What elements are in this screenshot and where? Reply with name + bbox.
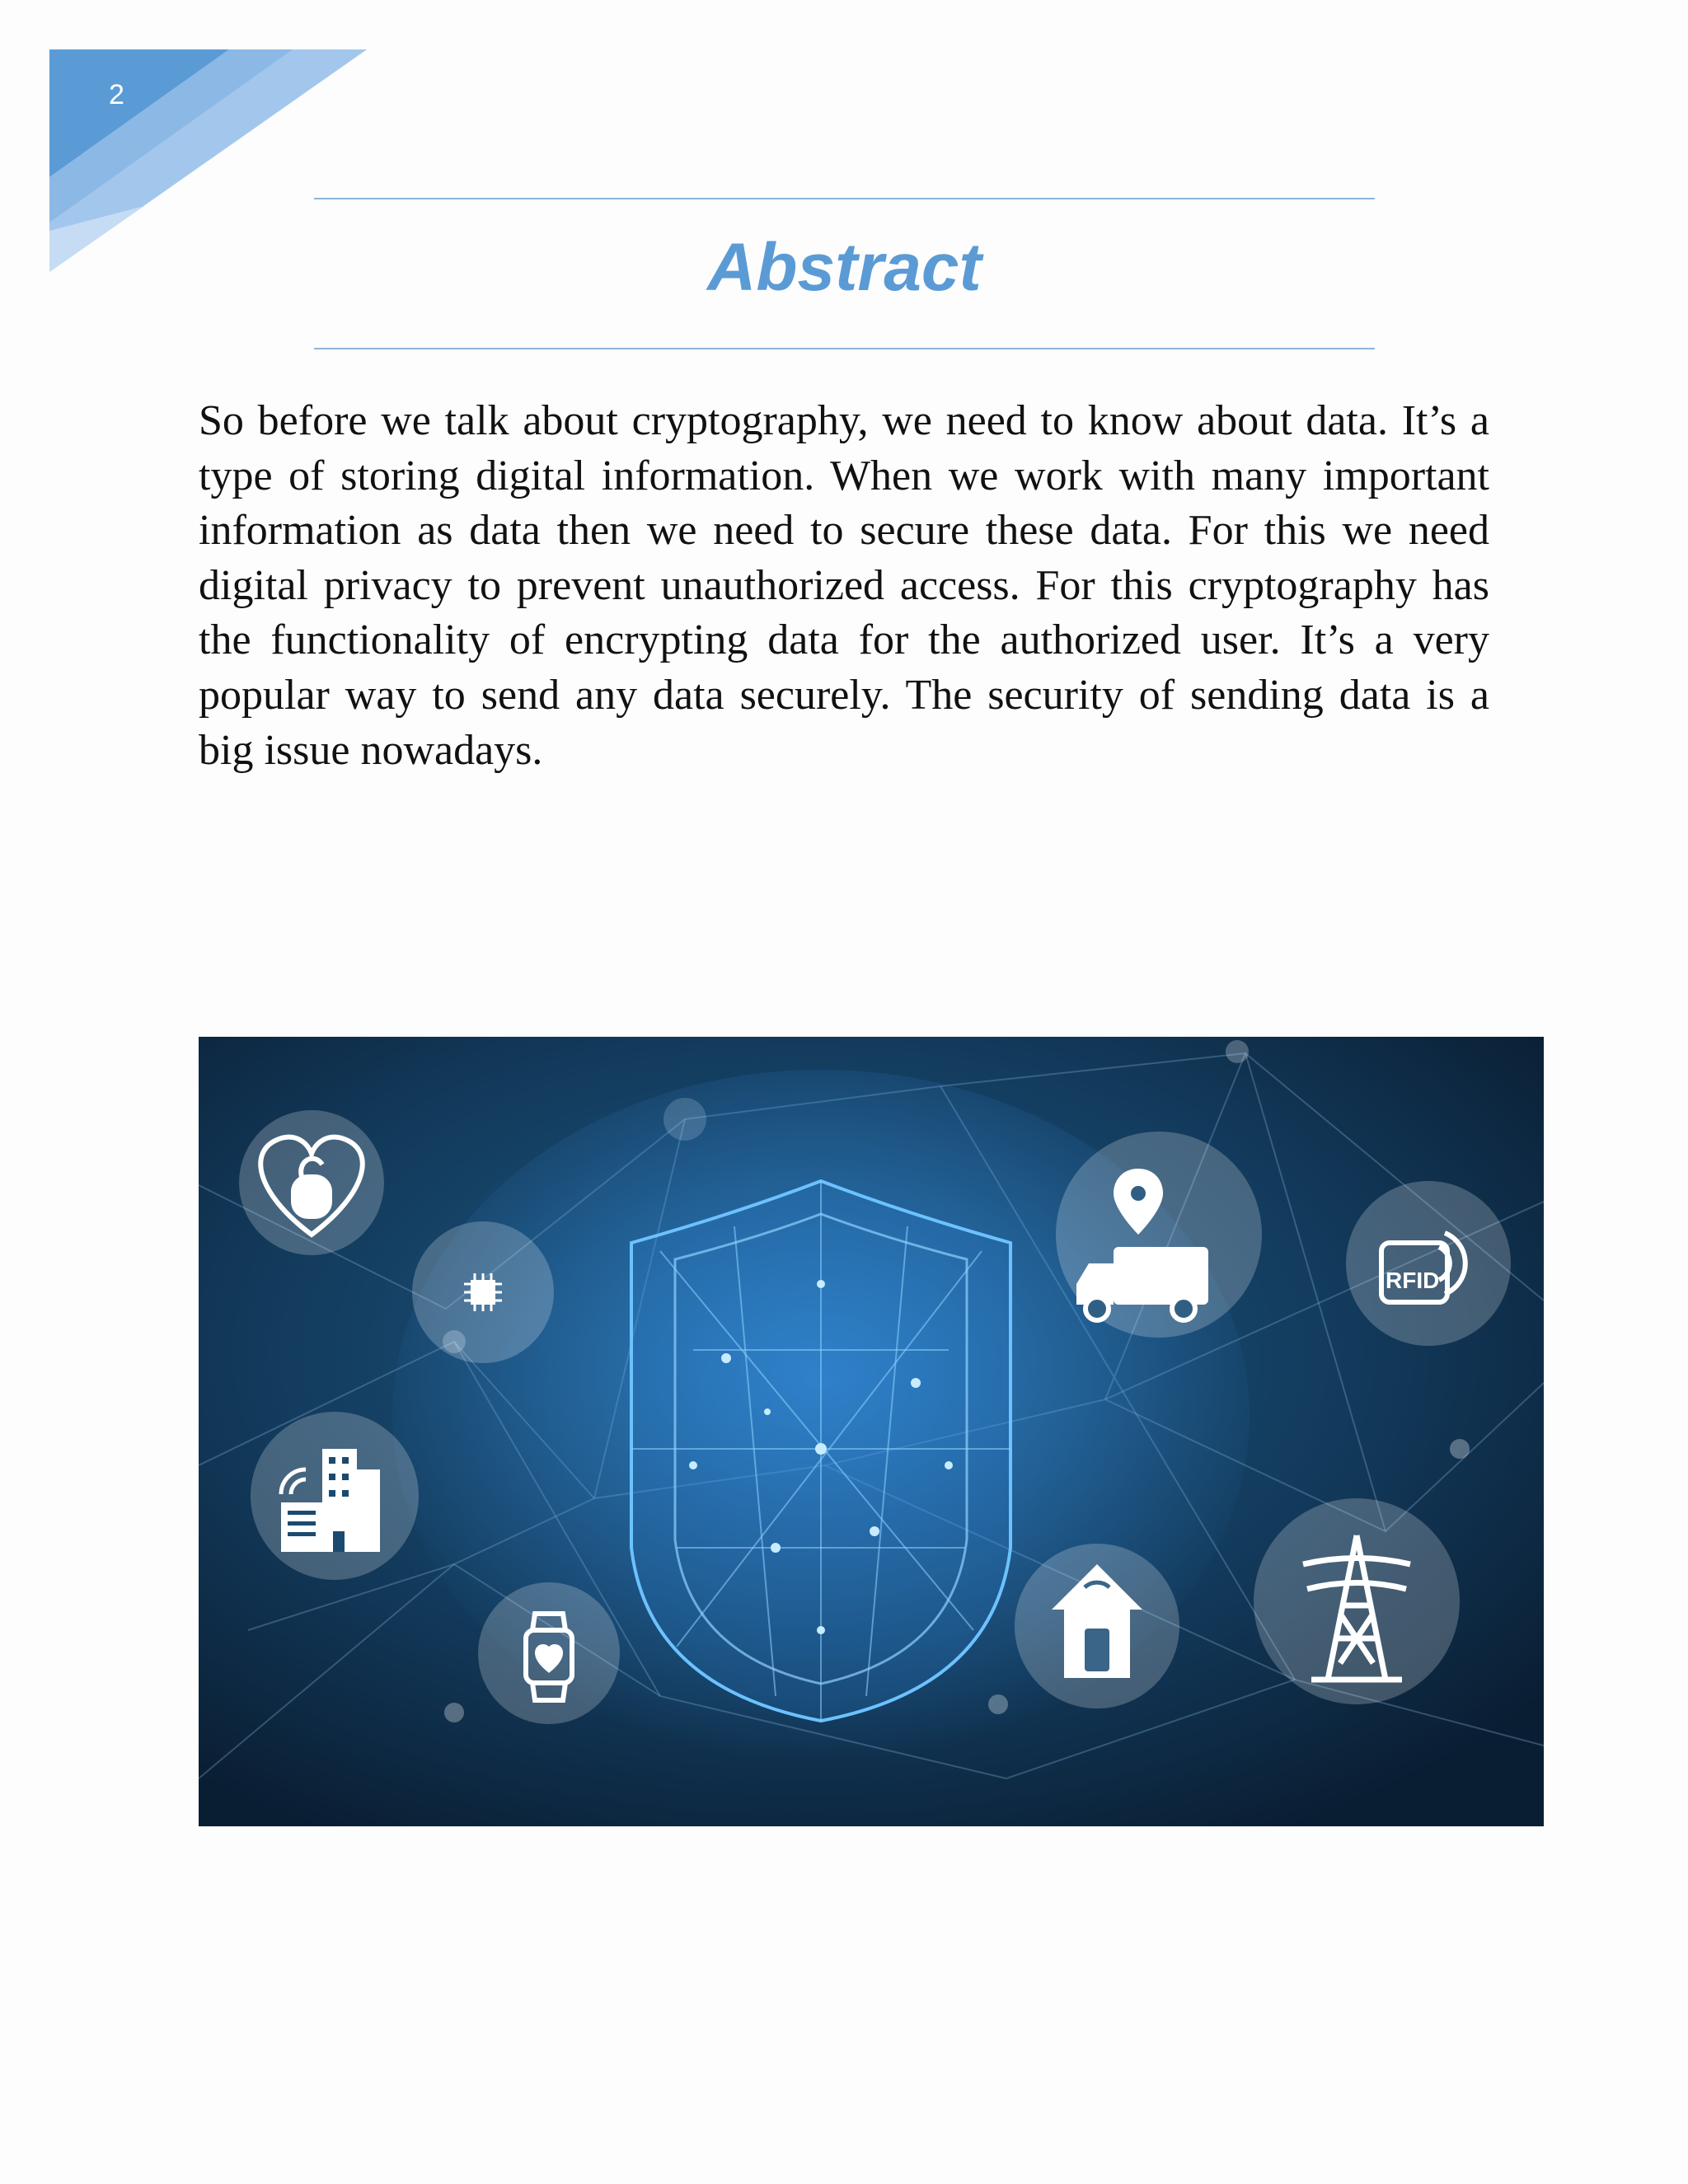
page-number: 2 (109, 79, 124, 110)
top-rule (314, 198, 1375, 199)
shield-network-icon (631, 1181, 1010, 1721)
bottom-rule (314, 348, 1375, 349)
abstract-paragraph: So before we talk about cryptography, we need to know about data. It’s a type of storing digital information. When we work with many important information as data then we need to secure these data. For this we need digital privacy to prevent unauthorized access. For this cryptography has the functionality of encrypting data for the authorized user. It’s a very popular way to send any data securely. The security of sending data is a big issue nowadays. (199, 397, 1489, 774)
rfid-label: RFID (1386, 1268, 1440, 1293)
iot-security-image (199, 1037, 1544, 1826)
page-title: Abstract (707, 230, 982, 305)
